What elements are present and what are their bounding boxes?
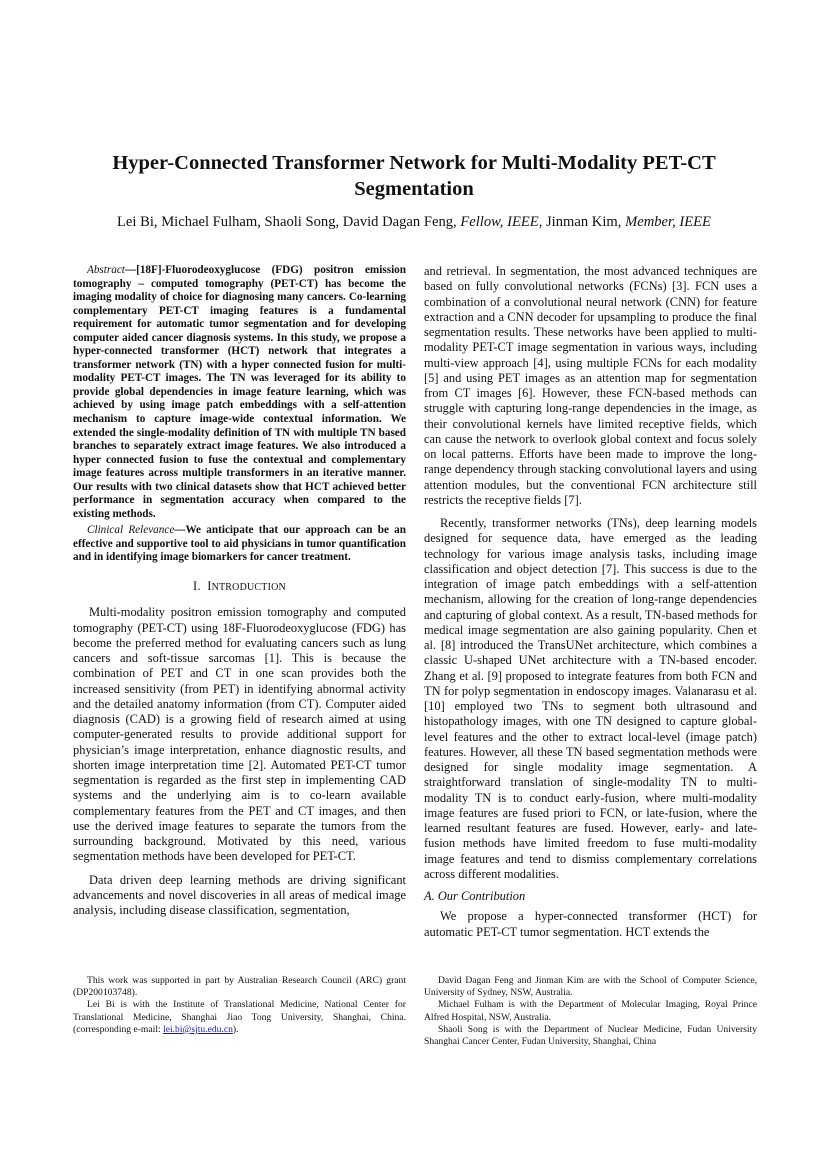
footnotes-right — [424, 975, 757, 1048]
abstract — [73, 264, 406, 521]
section-initial: I — [207, 579, 212, 594]
intro-paragraph-1: Multi-modality positron emission tomography and computed tomography (PET-CT) using 18F-Fluorodeoxyglucose (FDG) has become the preferred method for evaluating cancers such as lung cancers and soft-tissue sarcomas [1]. This is because the combination of PET and CT in one scan provides both the increased sensitivity (from PET) in identifying abnormal activity and the detailed anatomy information (from CT). Computer aided diagnosis (CAD) is a growing field of research aimed at using computer-generated results to provide additional support for physician’s image interpretation, enhance diagnostic results, and shorten image interpretation time [2]. Automated PET-CT tumor segmentation is regarded as the first step in implementing CAD systems and the underlying aim is to co-learn available complementary features from the PET and CT images, and then use the derived image features to separate the tumors from the surrounding background. Motivated by this need, various segmentation methods have been developed for PET-CT. — [73, 605, 406, 864]
footnote-funding: This work was supported in part by Australian Research Council (ARC) grant (DP200103748). — [73, 975, 406, 999]
contribution-paragraph: We propose a hyper-connected transformer (HCT) for automatic PET-CT tumor segmentation. HCT extends the — [424, 909, 757, 939]
paper-title: Hyper-Connected Transformer Network for Multi-Modality PET-CT Segmentation — [112, 152, 716, 200]
author-role-kim: Member, IEEE — [625, 214, 711, 230]
footnotes-left — [73, 975, 406, 1036]
footnote-bi-text: Lei Bi is with the Institute of Translational Medicine, National Center for Translational Medicine, Shanghai Jiao Tong University, Shanghai, China. (corresponding e-mail: — [73, 999, 406, 1035]
clinical-relevance-label: Clinical Relevance — [87, 524, 175, 537]
email-link[interactable]: lei.bi@sjtu.edu.cn — [163, 1023, 233, 1035]
author-names: Lei Bi, Michael Fulham, Shaoli Song, David Dagan Feng, — [117, 214, 461, 230]
section-numeral: I. — [193, 579, 201, 594]
footnote-affiliation-bi — [73, 999, 406, 1036]
clinical-relevance-text: —We anticipate that our approach can be an effective and supportive tool to aid physicians in tumor quantification and in identifying image biomarkers for cancer treatment. — [73, 524, 406, 564]
footnote-affiliation-feng-kim: David Dagan Feng and Jinman Kim are with the School of Computer Science, University of Sydney, NSW, Australia. — [424, 975, 757, 999]
intro-paragraph-2-start: Data driven deep learning methods are driving significant advancements and novel discoveries in all areas of medical image analysis, including disease classification, segmentation, — [73, 872, 406, 918]
abstract-label: Abstract — [87, 264, 125, 276]
right-column — [424, 264, 757, 940]
author-line — [40, 213, 788, 231]
section-heading-introduction — [73, 579, 406, 595]
footnote-bi-end: ). — [232, 1023, 239, 1035]
intro-paragraph-2-cont: and retrieval. In segmentation, the most advanced techniques are based on fully convolutional networks (FCNs) [3]. FCN uses a combination of a convolutional neural network (CNN) for feature extraction and a CNN decoder for upsampling to produce the final segmentation results. These networks have been applied to multi-modality PET-CT image segmentation in various ways, including multi-view approach [4], using multiple FCNs for each modality [5] and using PET images as an attention map for segmentation from CT images [6]. However, these FCN-based methods can struggle with capturing long-range dependencies in the image, as their convolutional kernels have limited receptive fields, which can cause the network to overlook global context and focus solely on local patterns. Efforts have been made to improve the long-range dependency through stacking convolutional layers and using attention modules, but the conventional FCN architecture still restricts the receptive fields [7]. — [424, 264, 757, 507]
left-column — [73, 264, 406, 918]
section-rest: NTRODUCTION — [211, 582, 286, 594]
author-role-feng: Fellow, IEEE — [460, 214, 539, 230]
author-name-kim: , Jinman Kim, — [538, 214, 626, 230]
footnote-affiliation-song: Shaoli Song is with the Department of Nuclear Medicine, Fudan University Shanghai Cancer Center, Fudan University, Shanghai, China — [424, 1023, 757, 1048]
footnote-affiliation-fulham: Michael Fulham is with the Department of Molecular Imaging, Royal Prince Alfred Hospital, NSW, Australia. — [424, 999, 757, 1023]
clinical-relevance — [73, 524, 406, 565]
subsection-heading-contribution: A. Our Contribution — [424, 889, 526, 903]
abstract-text: —[18F]-Fluorodeoxyglucose (FDG) positron emission tomography – computed tomography (PET-CT) has become the imaging modality of choice for diagnosing many cancers. Co-learning complementary PET-CT imaging features is a fundamental requirement for automatic tumor segmentation and for developing computer aided cancer diagnosis systems. In this study, we propose a hyper-connected transformer (HCT) network that integrates a transformer network (TN) with a hyper connected fusion for multi-modality PET-CT images. The TN was leveraged for its ability to provide global dependencies in image feature learning, which was achieved by using image patch embeddings with a self-attention mechanism to capture image-wide contextual information. We extended the single-modality definition of TN with multiple TN based branches to separately extract image features. We also introduced a hyper connected fusion to fuse the contextual and complementary image features across multiple transformers in an iterative manner. Our results with two clinical datasets show that HCT achieved better performance in segmentation accuracy when compared to the existing methods. — [73, 264, 406, 520]
intro-paragraph-3: Recently, transformer networks (TNs), deep learning models designed for sequence data, have emerged as the leading technology for various image analysis tasks, including image classification and object detection [7]. This success is due to the integration of image patch embeddings with a self-attention mechanism, allowing for the creation of long-range dependencies and capturing of global context. As a result, TN-based methods for medical image segmentation are also gaining popularity. Chen et al. [8] introduced the TransUNet architecture, which combines a classic U-shaped UNet architecture with a TN-based encoder. Zhang et al. [9] proposed to integrate features from both FCN and TN for polyp segmentation in endoscopy images. Valanarasu et al. [10] employed two TNs to segment both ultrasound and histopathology images, with one TN designed to capture global-level features and the other to extract local-level (image patch) features. However, all these TN based segmentation methods were designed for single modality image segmentation. A straightforward translation of single-modality TN to multi-modality TN is to conduct early-fusion, where multi-modality image features are fused priori to FCN, or late-fusion, where the learned resultant features are fused. However, early- and late-fusion methods have limited freedom to fuse multi-modality image features and tend to dismiss complementary correlations across different modalities. — [424, 516, 757, 881]
